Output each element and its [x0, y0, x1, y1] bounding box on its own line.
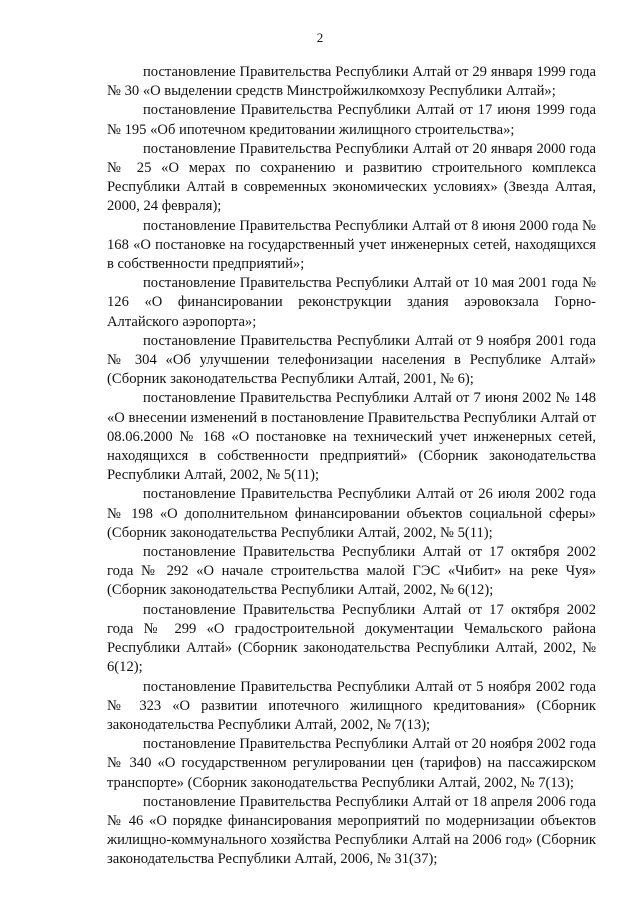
paragraph: постановление Правительства Республики Алтай от 20 ноября 2002 года № 340 «О государственном регулировании цен (тарифов) на пассажирском транспорте» (Сборник законодательства Республики Алтай, 2002, № 7(13); [107, 736, 596, 791]
paragraph: постановление Правительства Республики Алтай от 17 июня 1999 года № 195 «Об ипотечном кредитовании жилищного строительства»; [107, 102, 596, 138]
paragraph: постановление Правительства Республики Алтай от 17 октября 2002 года № 292 «О начале строительства малой ГЭС «Чибит» на реке Чуя» (Сборник законодательства Республики Алтай, 2002, № 6(12); [107, 544, 596, 599]
paragraph: постановление Правительства Республики Алтай от 8 июня 2000 года № 168 «О постановке на государственный учет инженерных сетей, находящихся в собственности предприятий»; [107, 217, 596, 273]
paragraph: постановление Правительства Республики Алтай от 18 апреля 2006 года № 46 «О порядке финансирования мероприятий по модернизации объектов жилищно-коммунального хозяйства Республики Алтай на 2006 год» (Сборник законодательства Республики Алтай, 2006, № 31(37); [107, 793, 596, 868]
paragraph: постановление Правительства Республики Алтай от 20 января 2000 года № 25 «О мерах по сохранению и развитию строительного комплекса Республики Алтай в современных экономических условиях» (Звезда Алтая, 2000, 24 февраля); [107, 140, 596, 215]
paragraph: постановление Правительства Республики Алтай от 26 июля 2002 года № 198 «О дополнительном финансировании объектов социальной сферы» (Сборник законодательства Республики Алтай, 2002, № 5(11); [107, 486, 596, 541]
paragraph: постановление Правительства Республики Алтай от 9 ноября 2001 года № 304 «Об улучшении телефонизации населения в Республике Алтай» (Сборник законодательства Республики Алтай, 2001, № 6); [107, 332, 596, 388]
paragraph: постановление Правительства Республики Алтай от 17 октября 2002 года № 299 «О градостроительной документации Чемальского района Республики Алтай» (Сборник законодательства Республики Алтай, 2002, № 6(12); [107, 601, 596, 676]
paragraph: постановление Правительства Республики Алтай от 29 января 1999 года № 30 «О выделении средств Минстройжилкомхозу Республики Алтай»; [107, 64, 596, 100]
paragraph: постановление Правительства Республики Алтай от 7 июня 2002 № 148 «О внесении изменений в постановление Правительства Республики Алтай от 08.06.2000 № 168 «О постановке на технический учет инженерных сетей, находящихся в собственности предприятий» (Сборник законодательства Республики Алтай, 2002, № 5(11); [107, 390, 596, 484]
document-body [107, 63, 596, 870]
paragraph: постановление Правительства Республики Алтай от 5 ноября 2002 года № 323 «О развитии ипотечного жилищного кредитования» (Сборник законодательства Республики Алтай, 2002, № 7(13); [107, 678, 596, 733]
paragraph: постановление Правительства Республики Алтай от 10 мая 2001 года № 126 «О финансировании реконструкции здания аэровокзала Горно-Алтайского аэропорта»; [107, 275, 596, 330]
page-number: 2 [316, 30, 324, 45]
